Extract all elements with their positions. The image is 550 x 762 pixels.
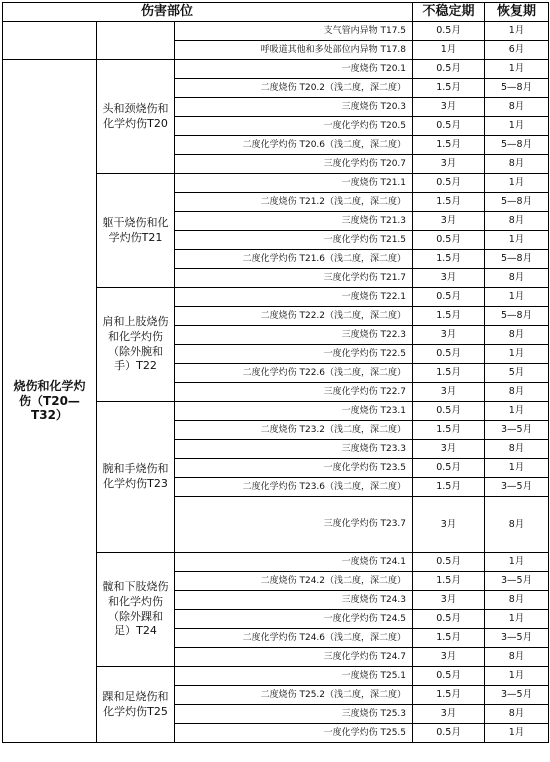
table-row xyxy=(3,22,549,41)
recovery-period-value: 8月 xyxy=(485,591,549,610)
unstable-period-value: 0.5月 xyxy=(413,724,485,743)
recovery-period-value: 8月 xyxy=(485,326,549,345)
unstable-period-value: 1.5月 xyxy=(413,136,485,155)
recovery-period-value: 5月 xyxy=(485,364,549,383)
recovery-period-value: 1月 xyxy=(485,288,549,307)
recovery-period-value: 8月 xyxy=(485,212,549,231)
unstable-period-value: 0.5月 xyxy=(413,60,485,79)
injury-item: 二度化学灼伤 T24.6（浅二度，深二度） xyxy=(175,629,413,648)
recovery-period-value: 5—8月 xyxy=(485,193,549,212)
injury-item: 二度化学灼伤 T22.6（浅二度，深二度） xyxy=(175,364,413,383)
body-part-cell: 头和颈烧伤和化学灼伤T20 xyxy=(97,60,175,174)
unstable-period-value: 0.5月 xyxy=(413,231,485,250)
recovery-period-value: 1月 xyxy=(485,724,549,743)
injury-item: 三度化学灼伤 T23.7 xyxy=(175,497,413,553)
injury-period-table xyxy=(2,2,549,743)
unstable-period-value: 0.5月 xyxy=(413,22,485,41)
injury-item: 三度烧伤 T21.3 xyxy=(175,212,413,231)
recovery-period-value: 3—5月 xyxy=(485,478,549,497)
category-cell: 烧伤和化学灼伤（T20—T32） xyxy=(3,60,97,743)
recovery-period-value: 1月 xyxy=(485,610,549,629)
injury-item: 二度烧伤 T24.2（浅二度，深二度） xyxy=(175,572,413,591)
recovery-period-value: 5—8月 xyxy=(485,250,549,269)
unstable-period-value: 1.5月 xyxy=(413,478,485,497)
body-part-cell: 腕和手烧伤和化学灼伤T23 xyxy=(97,402,175,553)
recovery-period-value: 5—8月 xyxy=(485,307,549,326)
table-body xyxy=(3,3,549,743)
blank-subcategory-cell xyxy=(97,22,175,60)
injury-item: 一度化学灼伤 T22.5 xyxy=(175,345,413,364)
unstable-period-value: 3月 xyxy=(413,591,485,610)
unstable-period-value: 0.5月 xyxy=(413,174,485,193)
injury-item: 呼吸道其他和多处部位内异物 T17.8 xyxy=(175,41,413,60)
injury-item: 三度化学灼伤 T24.7 xyxy=(175,648,413,667)
header-location: 伤害部位 xyxy=(3,3,413,22)
injury-item: 三度烧伤 T25.3 xyxy=(175,705,413,724)
unstable-period-value: 3月 xyxy=(413,440,485,459)
recovery-period-value: 1月 xyxy=(485,22,549,41)
injury-item: 一度烧伤 T24.1 xyxy=(175,553,413,572)
unstable-period-value: 1.5月 xyxy=(413,572,485,591)
unstable-period-value: 1.5月 xyxy=(413,79,485,98)
body-part-cell: 踝和足烧伤和化学灼伤T25 xyxy=(97,667,175,743)
unstable-period-value: 3月 xyxy=(413,648,485,667)
unstable-period-value: 1.5月 xyxy=(413,629,485,648)
recovery-period-value: 1月 xyxy=(485,231,549,250)
recovery-period-value: 1月 xyxy=(485,345,549,364)
unstable-period-value: 3月 xyxy=(413,497,485,553)
recovery-period-value: 1月 xyxy=(485,553,549,572)
recovery-period-value: 8月 xyxy=(485,440,549,459)
unstable-period-value: 1.5月 xyxy=(413,364,485,383)
recovery-period-value: 8月 xyxy=(485,269,549,288)
injury-item: 二度烧伤 T23.2（浅二度，深二度） xyxy=(175,421,413,440)
recovery-period-value: 1月 xyxy=(485,117,549,136)
recovery-period-value: 8月 xyxy=(485,383,549,402)
recovery-period-value: 3—5月 xyxy=(485,421,549,440)
injury-item: 二度烧伤 T22.2（浅二度，深二度） xyxy=(175,307,413,326)
unstable-period-value: 3月 xyxy=(413,269,485,288)
recovery-period-value: 8月 xyxy=(485,497,549,553)
unstable-period-value: 3月 xyxy=(413,383,485,402)
unstable-period-value: 0.5月 xyxy=(413,459,485,478)
injury-item: 二度化学灼伤 T20.6（浅二度，深二度） xyxy=(175,136,413,155)
recovery-period-value: 1月 xyxy=(485,667,549,686)
unstable-period-value: 0.5月 xyxy=(413,553,485,572)
recovery-period-value: 3—5月 xyxy=(485,572,549,591)
unstable-period-value: 1.5月 xyxy=(413,307,485,326)
injury-item: 三度化学灼伤 T21.7 xyxy=(175,269,413,288)
injury-item: 一度烧伤 T25.1 xyxy=(175,667,413,686)
blank-category-cell xyxy=(3,22,97,60)
recovery-period-value: 8月 xyxy=(485,705,549,724)
recovery-period-value: 1月 xyxy=(485,174,549,193)
unstable-period-value: 3月 xyxy=(413,705,485,724)
injury-item: 一度烧伤 T21.1 xyxy=(175,174,413,193)
injury-item: 二度烧伤 T21.2（浅二度，深二度） xyxy=(175,193,413,212)
injury-item: 一度化学灼伤 T20.5 xyxy=(175,117,413,136)
recovery-period-value: 8月 xyxy=(485,98,549,117)
recovery-period-value: 3—5月 xyxy=(485,629,549,648)
injury-item: 一度烧伤 T23.1 xyxy=(175,402,413,421)
unstable-period-value: 3月 xyxy=(413,98,485,117)
table-row xyxy=(3,60,549,79)
injury-item: 一度化学灼伤 T24.5 xyxy=(175,610,413,629)
injury-item: 三度化学灼伤 T20.7 xyxy=(175,155,413,174)
unstable-period-value: 0.5月 xyxy=(413,288,485,307)
unstable-period-value: 3月 xyxy=(413,326,485,345)
injury-item: 一度化学灼伤 T23.5 xyxy=(175,459,413,478)
unstable-period-value: 3月 xyxy=(413,155,485,174)
body-part-cell: 髋和下肢烧伤和化学灼伤（除外踝和足）T24 xyxy=(97,553,175,667)
body-part-cell: 躯干烧伤和化学灼伤T21 xyxy=(97,174,175,288)
header-unstable-period: 不稳定期 xyxy=(413,3,485,22)
unstable-period-value: 1月 xyxy=(413,41,485,60)
recovery-period-value: 8月 xyxy=(485,155,549,174)
header-row xyxy=(3,3,549,22)
injury-item: 三度烧伤 T24.3 xyxy=(175,591,413,610)
unstable-period-value: 3月 xyxy=(413,212,485,231)
injury-item: 三度烧伤 T22.3 xyxy=(175,326,413,345)
unstable-period-value: 1.5月 xyxy=(413,193,485,212)
recovery-period-value: 1月 xyxy=(485,60,549,79)
injury-item: 二度烧伤 T20.2（浅二度，深二度） xyxy=(175,79,413,98)
header-recovery-period: 恢复期 xyxy=(485,3,549,22)
recovery-period-value: 3—5月 xyxy=(485,686,549,705)
injury-item: 一度烧伤 T20.1 xyxy=(175,60,413,79)
injury-item: 一度化学灼伤 T21.5 xyxy=(175,231,413,250)
injury-item: 三度化学灼伤 T22.7 xyxy=(175,383,413,402)
injury-item: 二度化学灼伤 T21.6（浅二度，深二度） xyxy=(175,250,413,269)
unstable-period-value: 1.5月 xyxy=(413,421,485,440)
recovery-period-value: 5—8月 xyxy=(485,136,549,155)
recovery-period-value: 8月 xyxy=(485,648,549,667)
unstable-period-value: 0.5月 xyxy=(413,402,485,421)
unstable-period-value: 1.5月 xyxy=(413,250,485,269)
recovery-period-value: 5—8月 xyxy=(485,79,549,98)
injury-item: 一度烧伤 T22.1 xyxy=(175,288,413,307)
unstable-period-value: 0.5月 xyxy=(413,345,485,364)
unstable-period-value: 0.5月 xyxy=(413,667,485,686)
injury-item: 支气管内异物 T17.5 xyxy=(175,22,413,41)
body-part-cell: 肩和上肢烧伤和化学灼伤（除外腕和手）T22 xyxy=(97,288,175,402)
injury-item: 一度化学灼伤 T25.5 xyxy=(175,724,413,743)
recovery-period-value: 1月 xyxy=(485,459,549,478)
recovery-period-value: 1月 xyxy=(485,402,549,421)
unstable-period-value: 0.5月 xyxy=(413,117,485,136)
injury-item: 二度烧伤 T25.2（浅二度，深二度） xyxy=(175,686,413,705)
recovery-period-value: 6月 xyxy=(485,41,549,60)
injury-item: 二度化学灼伤 T23.6（浅二度，深二度） xyxy=(175,478,413,497)
injury-item: 三度烧伤 T20.3 xyxy=(175,98,413,117)
unstable-period-value: 0.5月 xyxy=(413,610,485,629)
unstable-period-value: 1.5月 xyxy=(413,686,485,705)
injury-item: 三度烧伤 T23.3 xyxy=(175,440,413,459)
